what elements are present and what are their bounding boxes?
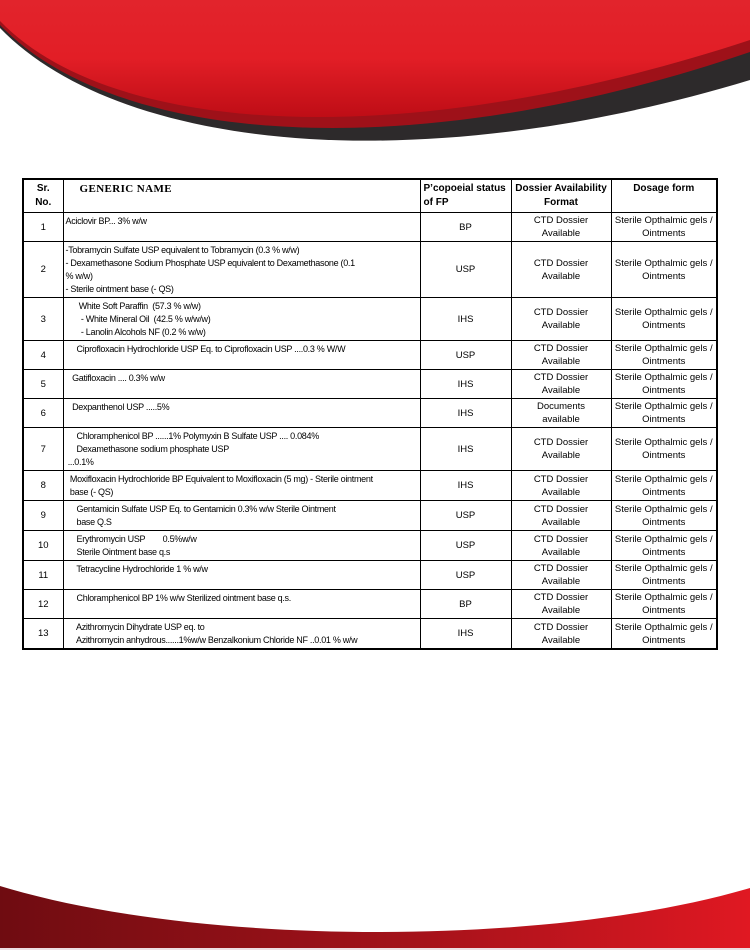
dossier-availability-cell bbox=[511, 471, 611, 501]
pcopoeial-status-cell: IHS bbox=[420, 428, 511, 471]
dossier-line: Documents bbox=[536, 401, 586, 412]
dosage-line: Sterile Opthalmic gels / bbox=[614, 563, 713, 574]
generic-name-cell bbox=[63, 619, 420, 650]
pcopoeial-status-cell: USP bbox=[420, 531, 511, 561]
dosage-form-cell bbox=[611, 531, 717, 561]
dossier-availability-cell bbox=[511, 213, 611, 242]
dossier-line: CTD Dossier bbox=[533, 621, 589, 633]
pcopoeial-status-cell: USP bbox=[420, 561, 511, 590]
dosage-line: Ointments bbox=[642, 356, 686, 367]
col-header-dossier-line2: Format bbox=[544, 197, 578, 208]
sr-no-cell: 6 bbox=[23, 399, 63, 428]
generic-name-line: Sterile Ointment base q.s bbox=[65, 547, 171, 557]
dosage-line: Ointments bbox=[642, 634, 686, 646]
generic-name-line: Gentamicin Sulfate USP Eq. to Gentamicin 0.3% w/w Sterile Ointment bbox=[65, 504, 336, 514]
dosage-form-cell bbox=[611, 341, 717, 370]
pcopoeial-status-cell: IHS bbox=[420, 619, 511, 650]
dossier-availability-cell bbox=[511, 561, 611, 590]
dossier-availability-cell bbox=[511, 590, 611, 619]
col-header-sr-no bbox=[23, 179, 63, 213]
pcopoeial-status-cell: IHS bbox=[420, 298, 511, 341]
dosage-form-cell bbox=[611, 590, 717, 619]
generic-name-line: Dexamethasone sodium phosphate USP bbox=[65, 444, 229, 454]
dosage-form-cell bbox=[611, 619, 717, 650]
dosage-line: Ointments bbox=[642, 385, 686, 396]
dossier-line: CTD Dossier bbox=[533, 215, 589, 226]
dossier-line: Available bbox=[541, 450, 581, 461]
generic-name-line: Azithromycin anhydrous......1%w/w Benzalkonium Chloride NF ..0.01 % w/w bbox=[65, 635, 358, 645]
dosage-form-cell bbox=[611, 501, 717, 531]
sr-no-cell: 2 bbox=[23, 242, 63, 298]
generic-name-line: Gatifloxacin .... 0.3% w/w bbox=[65, 373, 165, 383]
sr-no-cell: 9 bbox=[23, 501, 63, 531]
dossier-line: available bbox=[542, 414, 580, 425]
dossier-line: Available bbox=[541, 486, 581, 498]
dosage-line: Ointments bbox=[642, 450, 686, 461]
generic-name-cell bbox=[63, 341, 420, 370]
generic-name-line: Erythromycin USP 0.5%w/w bbox=[65, 534, 197, 544]
generic-name-line: - Dexamethasone Sodium Phosphate USP equivalent to Dexamethasone (0.1 bbox=[65, 258, 355, 268]
col-header-status-line1: P’copoeial status bbox=[423, 183, 506, 194]
table-row bbox=[23, 590, 717, 619]
generic-name-line: -Tobramycin Sulfate USP equivalent to Tobramycin (0.3 % w/w) bbox=[65, 245, 300, 255]
table-row bbox=[23, 501, 717, 531]
dossier-availability-cell bbox=[511, 399, 611, 428]
col-header-sr-line1: Sr. bbox=[36, 183, 50, 194]
dossier-line: CTD Dossier bbox=[533, 257, 589, 269]
dosage-line: Sterile Opthalmic gels / bbox=[614, 473, 713, 485]
generic-name-cell bbox=[63, 561, 420, 590]
dossier-line: CTD Dossier bbox=[533, 533, 589, 545]
table-row bbox=[23, 428, 717, 471]
dosage-line: Ointments bbox=[642, 516, 686, 528]
dossier-line: Available bbox=[541, 634, 581, 646]
dossier-line: Available bbox=[541, 576, 581, 587]
col-header-generic-name: GENERIC NAME bbox=[63, 179, 420, 213]
dossier-line: Available bbox=[541, 546, 581, 558]
sr-no-cell: 4 bbox=[23, 341, 63, 370]
generic-name-cell bbox=[63, 399, 420, 428]
dosage-form-cell bbox=[611, 370, 717, 399]
col-header-dossier-availability bbox=[511, 179, 611, 213]
pcopoeial-status-cell: IHS bbox=[420, 370, 511, 399]
dossier-line: CTD Dossier bbox=[533, 592, 589, 603]
pcopoeial-status-cell: USP bbox=[420, 242, 511, 298]
generic-name-line: ...0.1% bbox=[65, 457, 94, 467]
dossier-availability-cell bbox=[511, 531, 611, 561]
sr-no-cell: 10 bbox=[23, 531, 63, 561]
table-row bbox=[23, 399, 717, 428]
dosage-line: Sterile Opthalmic gels / bbox=[614, 372, 713, 383]
dosage-line: Ointments bbox=[642, 228, 686, 239]
sr-no-cell: 13 bbox=[23, 619, 63, 650]
generic-name-cell bbox=[63, 471, 420, 501]
col-header-dossier-line1: Dossier Availability bbox=[515, 183, 607, 194]
pcopoeial-status-cell: USP bbox=[420, 501, 511, 531]
sr-no-cell: 5 bbox=[23, 370, 63, 399]
table-row bbox=[23, 561, 717, 590]
sr-no-cell: 11 bbox=[23, 561, 63, 590]
dossier-availability-cell bbox=[511, 370, 611, 399]
dossier-availability-cell bbox=[511, 341, 611, 370]
generic-name-line: Aciclovir BP... 3% w/w bbox=[65, 216, 147, 226]
generic-name-cell bbox=[63, 298, 420, 341]
dosage-line: Sterile Opthalmic gels / bbox=[614, 437, 713, 448]
dossier-line: Available bbox=[541, 320, 581, 331]
dossier-availability-cell bbox=[511, 619, 611, 650]
generic-name-cell bbox=[63, 213, 420, 242]
dosage-line: Sterile Opthalmic gels / bbox=[614, 592, 713, 603]
generic-name-line: Azithromycin Dihydrate USP eq. to bbox=[65, 622, 205, 632]
table-row bbox=[23, 213, 717, 242]
sr-no-cell: 8 bbox=[23, 471, 63, 501]
generic-name-line: % w/w) bbox=[65, 271, 93, 281]
generic-name-cell bbox=[63, 501, 420, 531]
sr-no-cell: 7 bbox=[23, 428, 63, 471]
dosage-form-cell bbox=[611, 471, 717, 501]
col-header-dosage-form: Dosage form bbox=[611, 179, 717, 213]
dosage-line: Sterile Opthalmic gels / bbox=[614, 533, 713, 545]
dosage-form-cell bbox=[611, 399, 717, 428]
table-row bbox=[23, 370, 717, 399]
generic-name-cell bbox=[63, 590, 420, 619]
table-row bbox=[23, 298, 717, 341]
generic-name-cell bbox=[63, 428, 420, 471]
sr-no-cell: 1 bbox=[23, 213, 63, 242]
table-row bbox=[23, 619, 717, 650]
generic-name-cell bbox=[63, 242, 420, 298]
dosage-line: Ointments bbox=[642, 576, 686, 587]
dossier-availability-cell bbox=[511, 298, 611, 341]
col-header-status-line2: of FP bbox=[423, 197, 449, 208]
dosage-line: Sterile Opthalmic gels / bbox=[614, 257, 713, 269]
dosage-line: Sterile Opthalmic gels / bbox=[614, 401, 713, 412]
table-header bbox=[23, 179, 717, 213]
generic-name-line: - White Mineral Oil (42.5 % w/w/w) bbox=[65, 314, 211, 324]
dossier-line: CTD Dossier bbox=[533, 307, 589, 318]
dossier-availability-cell bbox=[511, 428, 611, 471]
generic-name-line: base (- QS) bbox=[65, 487, 114, 497]
dossier-line: Available bbox=[541, 605, 581, 616]
header-swoosh bbox=[0, 0, 750, 185]
sr-no-cell: 3 bbox=[23, 298, 63, 341]
dosage-line: Ointments bbox=[642, 605, 686, 616]
dosage-line: Sterile Opthalmic gels / bbox=[614, 503, 713, 515]
dosage-line: Sterile Opthalmic gels / bbox=[614, 215, 713, 226]
dossier-line: Available bbox=[541, 385, 581, 396]
table-row bbox=[23, 471, 717, 501]
sr-no-cell: 12 bbox=[23, 590, 63, 619]
dossier-line: CTD Dossier bbox=[533, 563, 589, 574]
generic-name-line: - Lanolin Alcohols NF (0.2 % w/w) bbox=[65, 327, 206, 337]
dossier-line: Available bbox=[541, 356, 581, 367]
dosage-form-cell bbox=[611, 428, 717, 471]
generic-name-line: Ciprofloxacin Hydrochloride USP Eq. to Ciprofloxacin USP ....0.3 % W/W bbox=[65, 344, 346, 354]
dosage-line: Ointments bbox=[642, 486, 686, 498]
dosage-form-cell bbox=[611, 213, 717, 242]
col-header-sr-line2: No. bbox=[35, 197, 52, 208]
dossier-line: CTD Dossier bbox=[533, 503, 589, 515]
dosage-line: Ointments bbox=[642, 320, 686, 331]
table-header-row bbox=[23, 179, 717, 213]
dossier-line: CTD Dossier bbox=[533, 437, 589, 448]
pcopoeial-status-cell: IHS bbox=[420, 471, 511, 501]
table-body bbox=[23, 213, 717, 650]
dossier-line: CTD Dossier bbox=[533, 473, 589, 485]
col-header-pcopoeial-status bbox=[420, 179, 511, 213]
dossier-line: CTD Dossier bbox=[533, 372, 589, 383]
generic-name-line: base Q.S bbox=[65, 517, 112, 527]
generic-name-line: Chloramphenicol BP 1% w/w Sterilized ointment base q.s. bbox=[65, 593, 291, 603]
generic-name-line: Dexpanthenol USP .....5% bbox=[65, 402, 170, 412]
dosage-line: Ointments bbox=[642, 414, 686, 425]
dossier-availability-cell bbox=[511, 242, 611, 298]
generic-name-cell bbox=[63, 370, 420, 399]
products-table bbox=[22, 178, 718, 650]
dosage-line: Ointments bbox=[642, 270, 686, 282]
generic-name-line: Tetracycline Hydrochloride 1 % w/w bbox=[65, 564, 208, 574]
pcopoeial-status-cell: USP bbox=[420, 341, 511, 370]
table-row bbox=[23, 341, 717, 370]
dosage-form-cell bbox=[611, 298, 717, 341]
generic-name-line: - Sterile ointment base (- QS) bbox=[65, 284, 174, 294]
dossier-line: CTD Dossier bbox=[533, 343, 589, 354]
dossier-line: Available bbox=[541, 228, 581, 239]
dossier-line: Available bbox=[541, 516, 581, 528]
table-row bbox=[23, 242, 717, 298]
dosage-form-cell bbox=[611, 561, 717, 590]
pcopoeial-status-cell: BP bbox=[420, 213, 511, 242]
dosage-line: Sterile Opthalmic gels / bbox=[614, 343, 713, 354]
dosage-form-cell bbox=[611, 242, 717, 298]
dosage-line: Sterile Opthalmic gels / bbox=[614, 307, 713, 318]
table-row bbox=[23, 531, 717, 561]
generic-name-cell bbox=[63, 531, 420, 561]
pcopoeial-status-cell: IHS bbox=[420, 399, 511, 428]
dosage-line: Sterile Opthalmic gels / bbox=[614, 621, 713, 633]
dosage-line: Ointments bbox=[642, 546, 686, 558]
footer-red-curve bbox=[0, 886, 750, 948]
footer-swoosh bbox=[0, 885, 750, 948]
dossier-line: Available bbox=[541, 270, 581, 282]
pcopoeial-status-cell: BP bbox=[420, 590, 511, 619]
dossier-availability-cell bbox=[511, 501, 611, 531]
generic-name-line: Moxifloxacin Hydrochloride BP Equivalent to Moxifloxacin (5 mg) - Sterile ointment bbox=[65, 474, 373, 484]
generic-name-line: White Soft Paraffin (57.3 % w/w) bbox=[65, 301, 201, 311]
generic-name-line: Chloramphenicol BP ......1% Polymyxin B Sulfate USP .... 0.084% bbox=[65, 431, 319, 441]
